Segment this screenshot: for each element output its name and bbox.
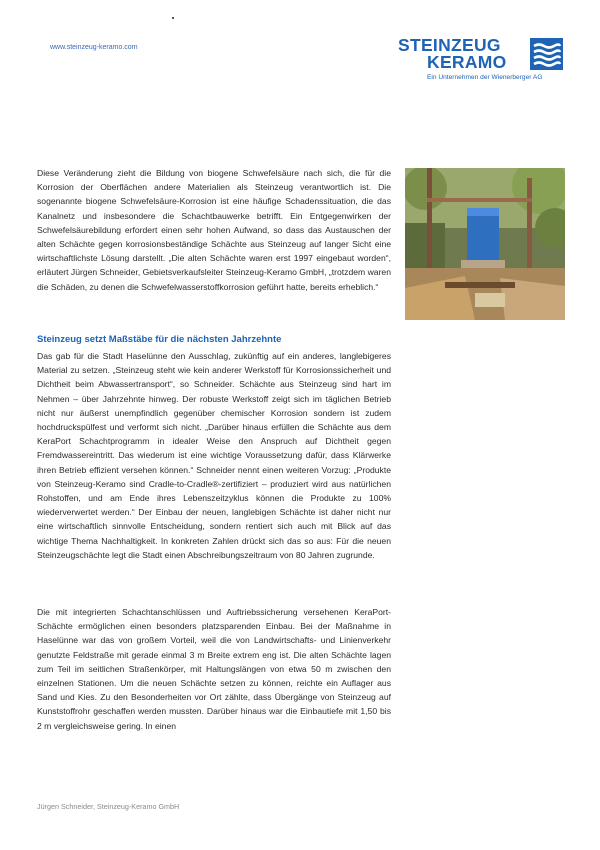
logo-line-1: STEINZEUG: [398, 35, 501, 55]
paragraph-2: Das gab für die Stadt Haselünne den Ausschlag, zukünftig auf ein anderes, langlebigeres Material zu setzen. „Steinzeug steht wie kein anderer Werkstoff für Korrosionssicherheit und Dichtheit beim Abwassertransport“, so Schneider. Schächte aus Steinzeug sind hart im Nehmen – über Jahrzehnte hinweg. Der robuste Werkstoff zeigt sich im täglichen Betrieb nicht nur äußerst unempfindlich gegenüber chemischer Korrosion sondern ist zudem hochdruckspülfest und verformt sich nicht. „Darüber hinaus erfüllen die Schächte aus dem KeraPort Schachtprogramm in idealer Weise den Anspruch auf Dichtheit gegen Fremdwassereintritt. Das wiederum ist eine wichtige Voraussetzung dafür, dass Klärwerke ihren Betrieb effizient versehen können.“ Schneider nennt einen weiteren Vorzug: „Produkte von Steinzeug-Keramo sind Cradle-to-Cradle®-zertifiziert – produziert wird aus natürlichen Rohstoffen, und am Ende ihres Lebenszeitzyklus können die Produkte zu 100% wiederverwertet werden.“ Der Einbau der neuen, langlebigen Schächte ist daher nicht nur eine wirtschaftlich sinnvolle Entscheidung, sondern rentiert sich auch mit Blick auf das wichtige Thema Nachhaltigkeit. In konkreten Zahlen drückt sich das so aus: Für die neuen Steinzeugschächte legt die Stadt einen Abschreibungszeitraum von 80 Jahren zugrunde.: [37, 351, 391, 560]
company-logo: [398, 36, 573, 90]
construction-photo-manhole: [405, 168, 565, 320]
waves-logo-icon: [530, 38, 563, 70]
logo-line-2: KERAMO: [427, 52, 507, 72]
logo-tagline: Ein Unternehmen der Wienerberger AG: [427, 74, 543, 81]
construction-photo: [405, 168, 565, 320]
paragraph-3: Die mit integrierten Schachtanschlüssen und Auftriebssicherung versehenen KeraPort-Schächte ermöglichen einen besonders platzsparenden Einbau. Bei der Maßnahme in Haselünne war das von großem Vorteil, weil die von Landwirtschafts- und Linienverkehr genutzte Feldstraße mit gerade einmal 3 m Breite extrem eng ist. Die alten Schächte lagen zum Teil im seitlichen Straßenkörper, mit Haltungslängen von etwa 50 m zwischen den einzelnen Stationen. Um die neuen Schächte setzen zu können, reichte ein Auflager aus Sand und Kies. Zu den Besonderheiten vor Ort zählte, dass Übergänge von Steinzeug auf Kunststoffrohr geschaffen werden mussten. Darüber hinaus war die Einbautiefe mit 1,50 bis 2 m vergleichsweise gering. In einen: [37, 607, 391, 731]
paragraph-1: Diese Veränderung zieht die Bildung von biogene Schwefelsäure nach sich, die für die Korrosion der Oberflächen andere Materialien als Steinzeug verantwortlich ist. Die sogenannte biogene Schwefelsäure-Korrosion ist eine häufige Schadenssituation, die das Kanalnetz und insbesondere die Schachtbauwerke betrifft. Ein Entgegenwirken der Schwefelsäurebildung erfordert einen sehr hohen Aufwand, so dass das Austauschen der alten Schächte gegen korrosionsbeständige Schächte aus Steinzeug auf langer Sicht eine wirtschaftlichste Lösung darstellt. „Die alten Schächte waren erst 1997 eingebaut worden“, erläutert Jürgen Schneider, Gebietsverkaufsleiter Steinzeug-Keramo GmbH, „trotzdem waren die Schäden, zu denen die Schwefelwasserstoffkorrosion geführt hatte, bereits erheblich.“: [37, 168, 391, 292]
section-heading: Steinzeug setzt Maßstäbe für die nächsten Jahrzehnte: [37, 334, 282, 345]
stray-dot: [172, 17, 174, 19]
photo-caption: Jürgen Schneider, Steinzeug-Keramo GmbH: [37, 802, 180, 811]
website-link[interactable]: www.steinzeug-keramo.com: [50, 44, 138, 51]
